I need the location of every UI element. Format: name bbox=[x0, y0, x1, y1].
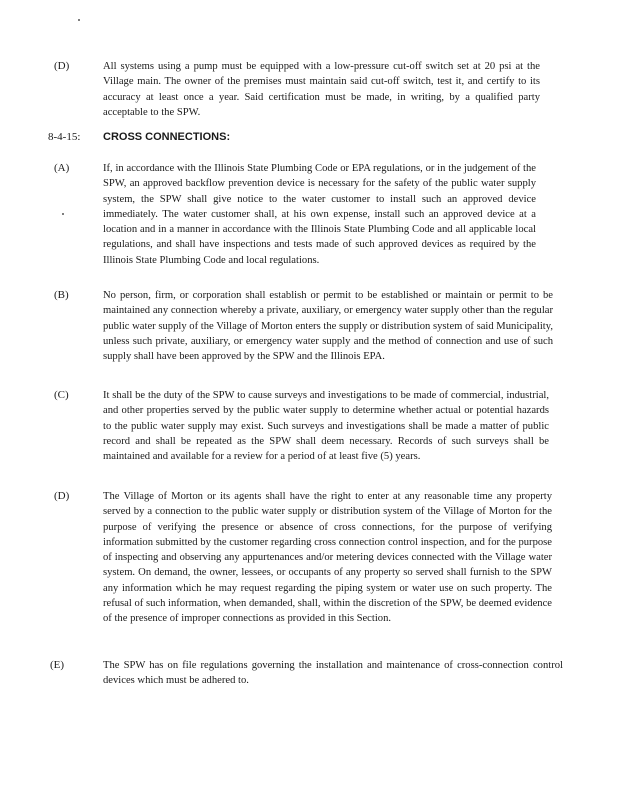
section-label: (B) bbox=[54, 289, 69, 301]
section-number: 8-4-15: bbox=[48, 131, 81, 143]
section-text: No person, firm, or corporation shall establish or permit to be established or maintain or permit to be maintained any connection whereby a private, auxiliary, or emergency water supply other than the regular public water supply of the Village of Morton enters the supply or distribution system of said Municipality, unless such private, auxiliary, or emergency water supply and the method of connection and use of such supply shall have been approved by the SPW and the Illinois EPA. bbox=[103, 290, 553, 363]
section-text: All systems using a pump must be equipped with a low-pressure cut-off switch set at 20 psi at the Village main. The owner of the premises must maintain said cut-off switch, test it, and certify to its accuracy at least once a year. Said certification must be made, in writing, by a qualified party acceptable to the SPW. bbox=[103, 61, 540, 118]
section-label: (D) bbox=[54, 60, 70, 72]
section-title: CROSS CONNECTIONS: bbox=[103, 131, 231, 143]
section-label: (D) bbox=[54, 490, 70, 502]
section-text: It shall be the duty of the SPW to cause surveys and investigations to be made of commercial, industrial, and other properties served by the public water supply to determine whether actual or potential hazards to the public water supply may exist. Such surveys and investigations shall be made a matter of public record and shall be repeated as the SPW shall deem necessary. Records of such surveys shall be maintained and available for a review for a period of at least five (5) years. bbox=[103, 390, 549, 463]
scan-speck bbox=[78, 19, 80, 21]
scan-speck bbox=[62, 213, 64, 215]
section-text: The Village of Morton or its agents shall have the right to enter at any reasonable time any property served by a connection to the public water supply or distribution system of the Village of Morton for the purpose of verifying the presence or absence of cross connections, for the purpose of verifying information submitted by the customer regarding cross connection control inspection, and for the purpose of inspecting and observing any appurtenances and/or metering devices connected with the Village water system. On demand, the owner, lessees, or occupants of any property so served shall furnish to the SPW any information which he may request regarding the piping system or water use on such property. The refusal of such information, when demanded, shall, within the discretion of the SPW, be deemed evidence of the presence of improper connections as provided in this Section. bbox=[103, 491, 552, 625]
section-text: The SPW has on file regulations governing the installation and maintenance of cross-connection control devices which must be adhered to. bbox=[103, 660, 563, 687]
section-text: If, in accordance with the Illinois State Plumbing Code or EPA regulations, or in the judgement of the SPW, an approved backflow prevention device is necessary for the safety of the public water supply system, the SPW shall give notice to the water customer to install such an approved device immediately. The water customer shall, at his own expense, install such an approved device at a location and in a manner in accordance with the Illinois State Plumbing Code and all applicable local regulations, and shall have inspections and tests made of such approved devices as required by the Illinois State Plumbing Code and local regulations. bbox=[103, 163, 536, 266]
section-label: (E) bbox=[50, 659, 65, 671]
section-label: (A) bbox=[54, 162, 70, 174]
section-label: (C) bbox=[54, 389, 69, 401]
